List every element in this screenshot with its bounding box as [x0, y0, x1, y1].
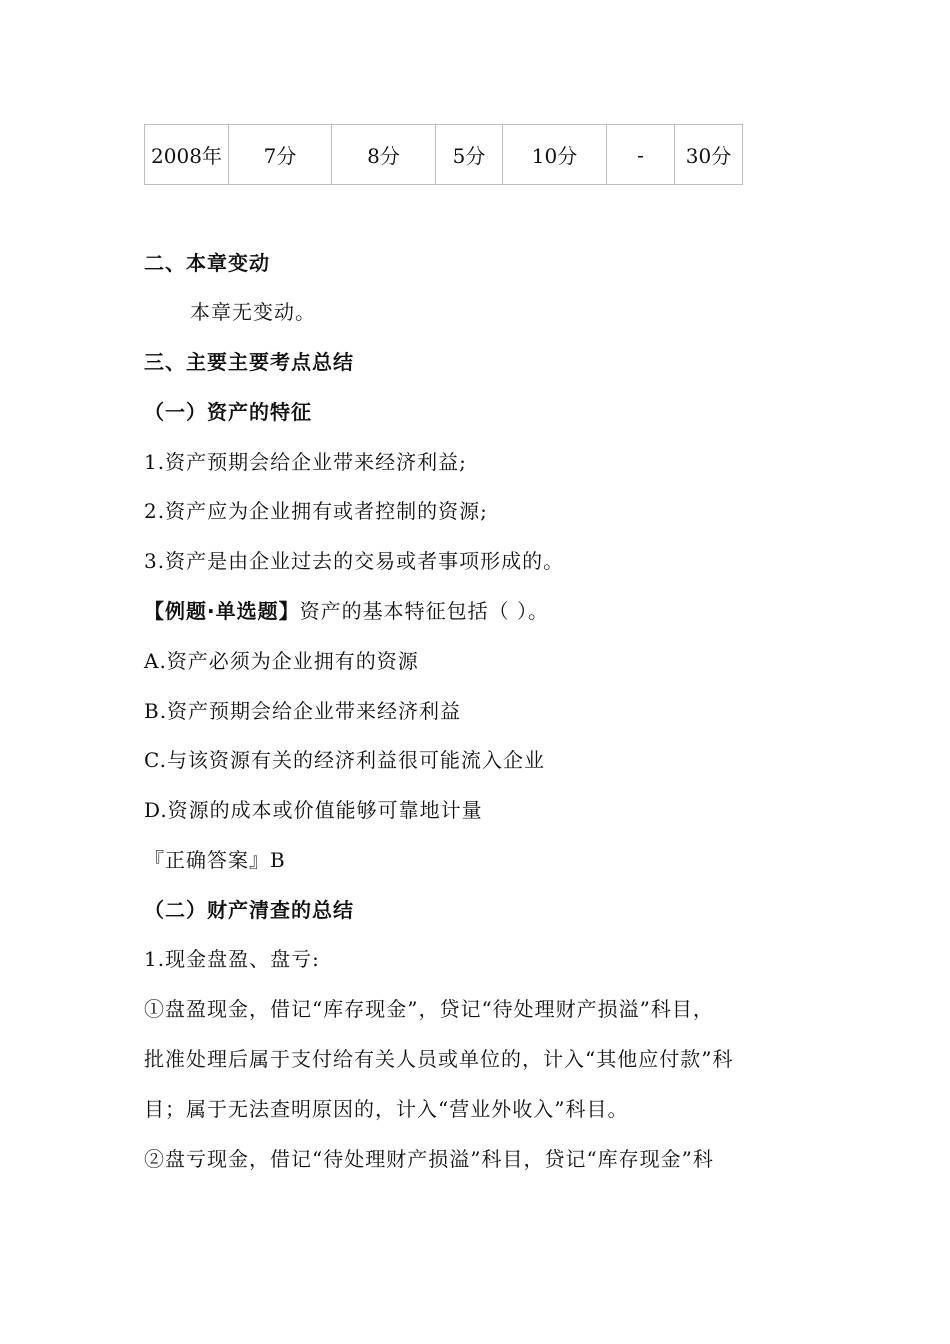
score-table — [144, 124, 743, 185]
table-cell: 5分 — [436, 125, 503, 185]
sub1-heading: （一）资产的特征 — [144, 400, 312, 424]
paragraph-line: ①盘盈现金，借记“库存现金”，贷记“待处理财产损溢”科目， — [144, 997, 714, 1021]
answer: 『正确答案』B — [144, 848, 286, 872]
question-stem — [144, 597, 549, 625]
list-item: 1.资产预期会给企业带来经济利益; — [144, 450, 467, 474]
paragraph-line: 批准处理后属于支付给有关人员或单位的，计入“其他应付款”科 — [144, 1047, 734, 1071]
table-cell-year: 2008年 — [145, 125, 229, 185]
option-d: D.资源的成本或价值能够可靠地计量 — [144, 798, 483, 822]
table-cell: 10分 — [503, 125, 607, 185]
option-a: A.资产必须为企业拥有的资源 — [144, 649, 419, 673]
list-item: 3.资产是由企业过去的交易或者事项形成的。 — [144, 549, 565, 573]
option-c: C.与该资源有关的经济利益很可能流入企业 — [144, 748, 545, 772]
table-row — [145, 125, 743, 185]
section3-heading: 三、主要主要考点总结 — [144, 350, 354, 374]
table-cell: - — [607, 125, 675, 185]
question-tag: 【例题·单选题】 — [144, 599, 300, 623]
section2-body: 本章无变动。 — [190, 300, 316, 324]
question-text: 资产的基本特征包括（ ）。 — [299, 599, 549, 623]
item1-title: 1.现金盘盈、盘亏: — [144, 947, 320, 971]
table-cell-total: 30分 — [675, 125, 743, 185]
paragraph-line: 目；属于无法查明原因的，计入“营业外收入”科目。 — [144, 1097, 629, 1121]
table-cell: 7分 — [229, 125, 332, 185]
table-cell: 8分 — [332, 125, 436, 185]
option-b: B.资产预期会给企业带来经济利益 — [144, 699, 462, 723]
paragraph-line: ②盘亏现金，借记“待处理财产损溢”科目，贷记“库存现金”科 — [144, 1147, 714, 1171]
list-item: 2.资产应为企业拥有或者控制的资源; — [144, 499, 488, 523]
sub2-heading: （二）财产清查的总结 — [144, 898, 354, 922]
section2-heading: 二、本章变动 — [144, 251, 270, 275]
